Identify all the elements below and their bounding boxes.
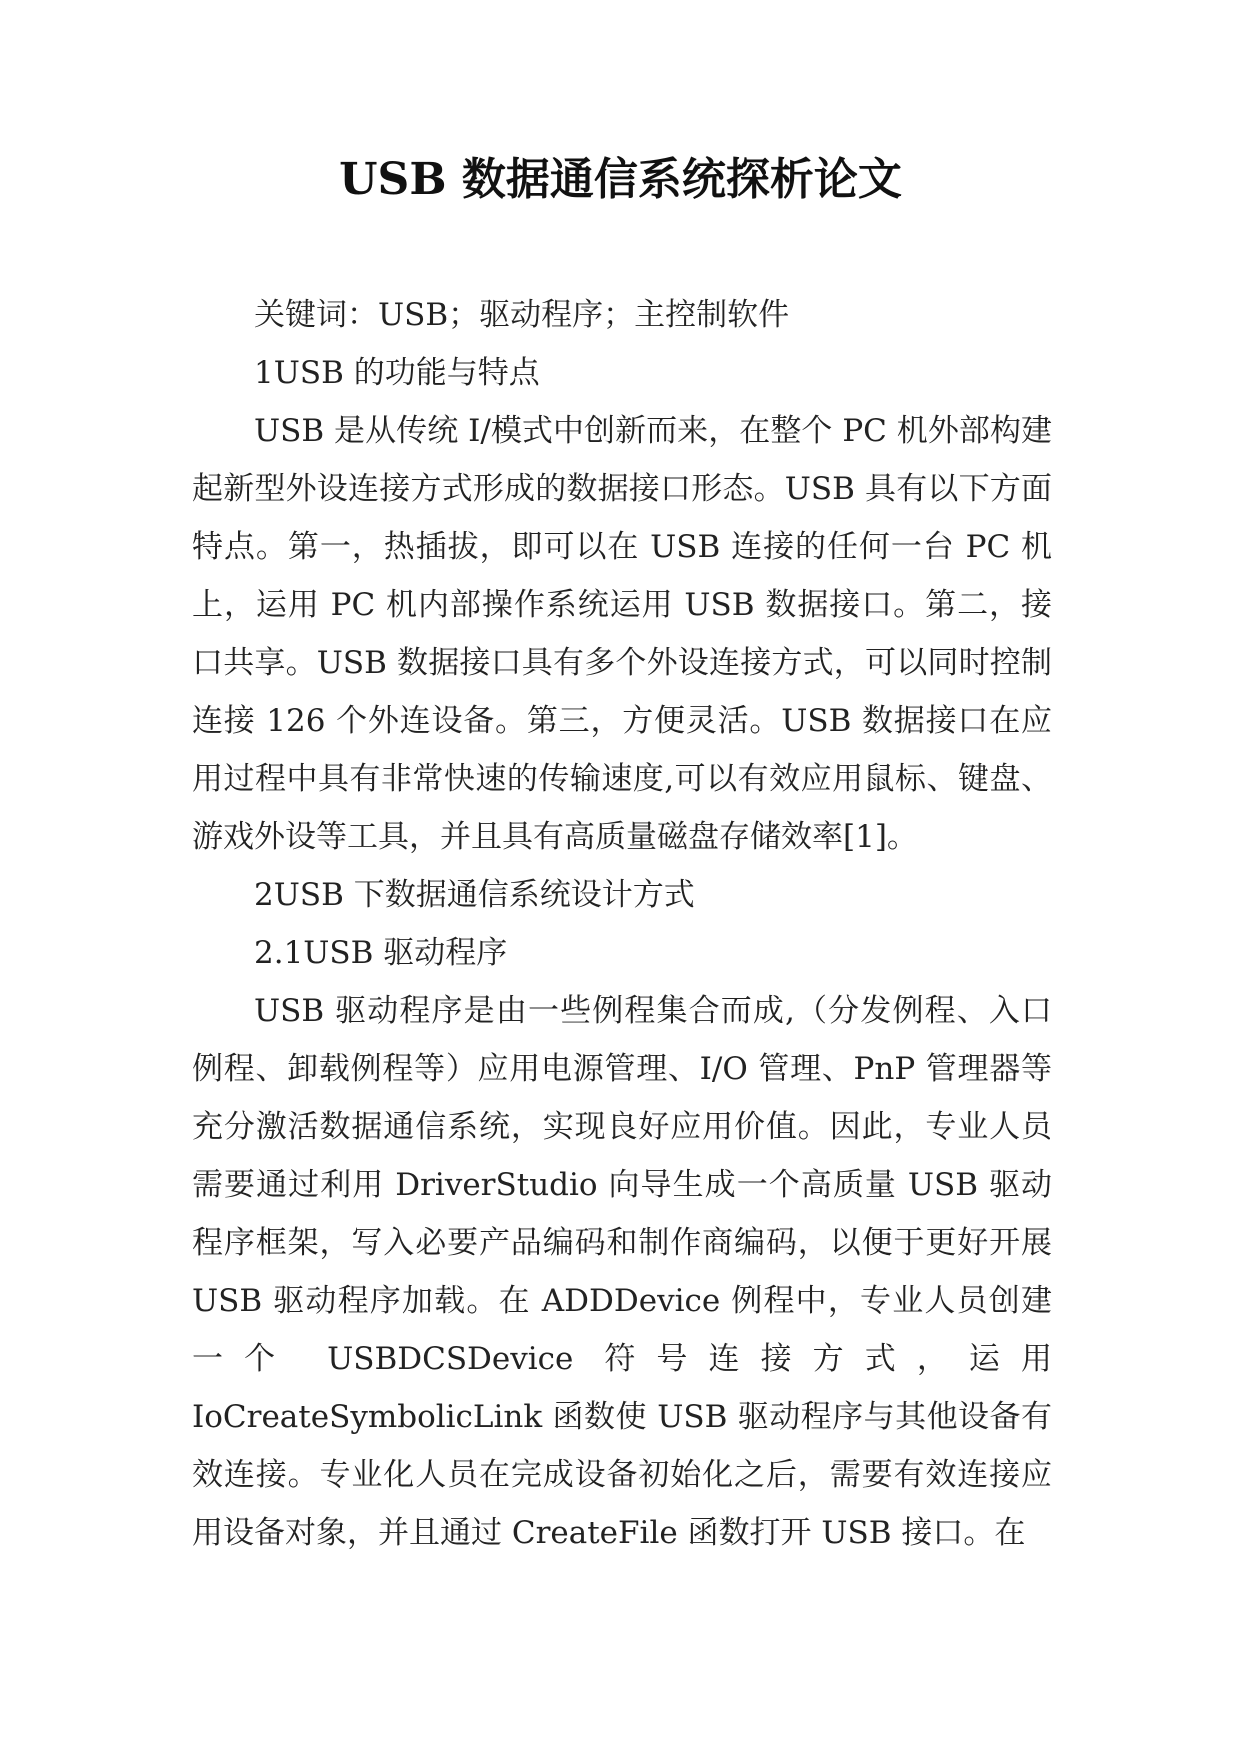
document-body <box>192 286 1052 1562</box>
body-paragraph: USB 驱动程序是由一些例程集合而成,（分发例程、入口例程、卸载例程等）应用电源管理、I/O 管理、PnP 管理器等充分激活数据通信系统，实现良好应用价值。因此，专业人员需要通过利用 DriverStudio 向导生成一个高质量 USB 驱动程序框架，写入必要产品编码和制作商编码，以便于更好开展 USB 驱动程序加载。在 ADDDevice 例程中，专业人员创建一个 USBDCSDevice 符号连接方式，运用 IoCreateSymbolicLink 函数使 USB 驱动程序与其他设备有效连接。专业化人员在完成设备初始化之后，需要有效连接应用设备对象，并且通过 CreateFile 函数打开 USB 接口。在 <box>192 993 1052 1551</box>
subsection-heading: 2.1USB 驱动程序 <box>254 935 508 971</box>
section-heading: 2USB 下数据通信系统设计方式 <box>254 877 695 913</box>
body-paragraph: USB 是从传统 I/模式中创新而来，在整个 PC 机外部构建起新型外设连接方式形成的数据接口形态。USB 具有以下方面特点。第一，热插拔，即可以在 USB 连接的任何一台 PC 机上，运用 PC 机内部操作系统运用 USB 数据接口。第二，接口共享。USB 数据接口具有多个外设连接方式，可以同时控制连接 126 个外连设备。第三，方便灵活。USB 数据接口在应用过程中具有非常快速的传输速度,可以有效应用鼠标、键盘、游戏外设等工具，并且具有高质量磁盘存储效率[1]。 <box>192 413 1052 855</box>
document-title: USB 数据通信系统探析论文 <box>339 154 902 205</box>
section-heading: 1USB 的功能与特点 <box>254 355 540 391</box>
keywords-line: 关键词：USB；驱动程序；主控制软件 <box>254 297 790 333</box>
